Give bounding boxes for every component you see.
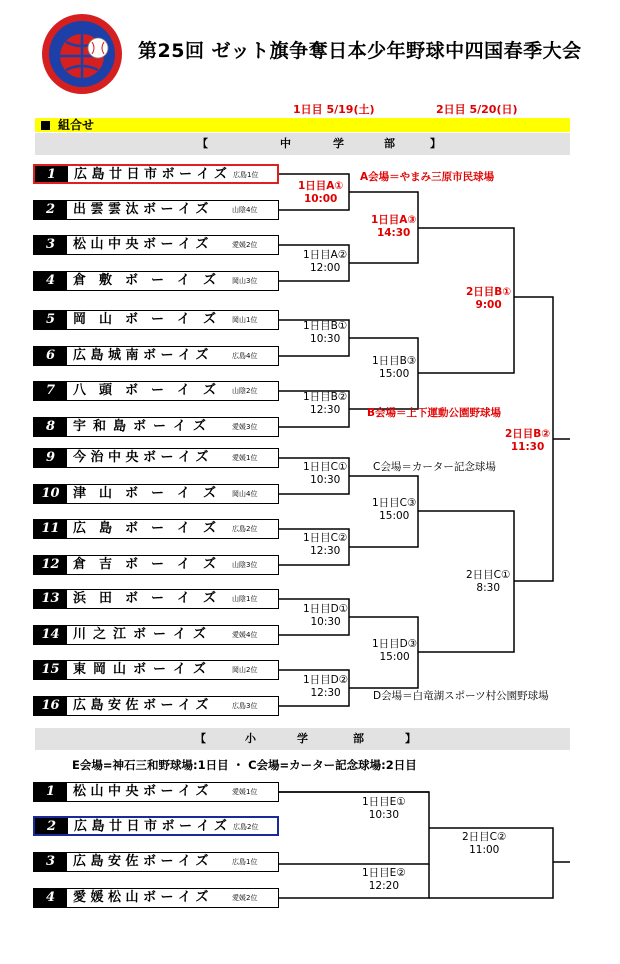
team-rank: 愛媛1位: [232, 788, 258, 796]
game-time: 14:30: [376, 227, 411, 239]
team-row-jh-1: [33, 164, 279, 184]
team-rank: 岡山2位: [232, 666, 258, 674]
team-row-jh-6: [33, 346, 279, 366]
team-row-jh-15: [33, 660, 279, 680]
game-id: 2日目B①: [466, 286, 512, 298]
game-id: 1日目A②: [303, 249, 348, 261]
game-id: 1日目B①: [303, 320, 348, 332]
team-number: 4: [34, 272, 67, 290]
team-number: 6: [34, 347, 67, 365]
team-row-el-4: [33, 888, 279, 908]
game-id: 2日目B②: [505, 428, 551, 440]
team-name: 広 島 ボ ー イ ズ: [73, 521, 217, 536]
team-row-jh-14: [33, 625, 279, 645]
venue-c-note: C会場＝カーター記念球場: [373, 461, 496, 473]
team-rank: 山陰4位: [232, 206, 258, 214]
game-label: [372, 497, 416, 523]
team-rank: 岡山3位: [232, 277, 258, 285]
venue-d-note: D会場＝白竜湖スポーツ村公園野球場: [373, 690, 549, 702]
team-number: 2: [35, 818, 68, 834]
game-label: [303, 391, 347, 417]
team-number: 12: [34, 556, 67, 574]
team-number: 11: [34, 520, 67, 538]
team-number: 14: [34, 626, 67, 644]
team-row-jh-4: [33, 271, 279, 291]
game-label: [303, 461, 347, 487]
team-name: 東岡山ボーイズ: [73, 662, 213, 677]
team-rank: 岡山4位: [232, 490, 258, 498]
game-id: 1日目D②: [303, 674, 349, 686]
team-rank: 山陰2位: [232, 387, 258, 395]
game-id: 1日目E②: [362, 867, 406, 879]
division-char-2: 学: [297, 732, 308, 745]
game-id: 2日目C①: [466, 569, 511, 581]
game-id: 1日目C②: [303, 532, 348, 544]
team-name: 広島城南ボーイズ: [73, 348, 213, 363]
team-row-el-3: [33, 852, 279, 872]
team-rank: 愛媛4位: [232, 631, 258, 639]
game-label: [303, 603, 348, 629]
team-name: 浜 田 ボ ー イ ズ: [73, 591, 217, 606]
game-time: 10:30: [310, 474, 341, 486]
division-char-3: 部: [353, 732, 364, 745]
game-label: [303, 249, 347, 275]
team-rank: 広島1位: [232, 858, 258, 866]
team-number: 1: [35, 166, 68, 182]
team-number: 13: [34, 590, 67, 608]
team-rank: 山陰3位: [232, 561, 258, 569]
game-time: 11:30: [510, 441, 545, 453]
game-id: 2日目C②: [462, 831, 507, 843]
game-id: 1日目A③: [371, 214, 417, 226]
team-rank: 岡山1位: [232, 316, 258, 324]
game-label: [303, 532, 347, 558]
team-row-jh-11: [33, 519, 279, 539]
game-label: [372, 355, 416, 381]
game-id: 1日目B③: [372, 355, 417, 367]
team-row-jh-9: [33, 448, 279, 468]
page-title: 第25回 ゼット旗争奪日本少年野球中四国春季大会: [138, 40, 582, 62]
venue-a-note: A会場＝やまみ三原市民球場: [360, 171, 495, 183]
game-time: 12:00: [310, 262, 341, 274]
game-time: 10:30: [310, 333, 341, 345]
division-char-3: 部: [384, 137, 395, 150]
game-time: 15:00: [379, 368, 410, 380]
team-row-jh-12: [33, 555, 279, 575]
team-rank: 広島2位: [233, 823, 259, 831]
team-number: 8: [34, 418, 67, 436]
section-label: 組合せ: [58, 118, 95, 132]
team-name: 津 山 ボ ー イ ズ: [73, 486, 217, 501]
game-id: 1日目B②: [303, 391, 348, 403]
team-row-jh-8: [33, 417, 279, 437]
game-id: 1日目A①: [298, 180, 344, 192]
team-row-jh-13: [33, 589, 279, 609]
team-rank: 愛媛2位: [232, 241, 258, 249]
team-number: 5: [34, 311, 67, 329]
team-number: 9: [34, 449, 67, 467]
game-id: 1日目C①: [303, 461, 348, 473]
team-number: 7: [34, 382, 67, 400]
team-number: 3: [34, 853, 67, 871]
game-id: 1日目D①: [303, 603, 349, 615]
team-name: 松山中央ボーイズ: [73, 237, 213, 252]
team-rank: 広島4位: [232, 352, 258, 360]
team-name: 倉 吉 ボ ー イ ズ: [73, 557, 217, 572]
team-rank: 愛媛1位: [232, 454, 258, 462]
team-rank: 愛媛2位: [232, 894, 258, 902]
elementary-schedule-note: E会場=神石三和野球場:1日目 ・ C会場=カーター記念球場:2日目: [72, 758, 417, 772]
game-label: [303, 320, 347, 346]
team-name: 八 頭 ボ ー イ ズ: [73, 383, 217, 398]
team-row-jh-16: [33, 696, 279, 716]
game-id: 1日目C③: [372, 497, 417, 509]
team-number: 10: [34, 485, 67, 503]
team-rank: 広島1位: [233, 171, 259, 179]
game-label: [298, 180, 343, 206]
bracket-open: 【: [195, 732, 206, 745]
game-time: 15:00: [379, 651, 410, 663]
team-name: 今治中央ボーイズ: [73, 450, 213, 465]
team-name: 岡 山 ボ ー イ ズ: [73, 312, 217, 327]
game-label: [505, 428, 550, 454]
team-name: 倉 敷 ボ ー イ ズ: [73, 273, 217, 288]
team-name: 広島廿日市ボーイズ: [74, 819, 232, 834]
team-number: 16: [34, 697, 67, 715]
game-label: [466, 569, 510, 595]
team-row-jh-3: [33, 235, 279, 255]
team-name: 川之江ボーイズ: [73, 627, 213, 642]
team-number: 15: [34, 661, 67, 679]
bracket-open: 【: [197, 137, 208, 150]
team-rank: 愛媛3位: [232, 423, 258, 431]
team-number: 2: [34, 201, 67, 219]
game-label: [362, 867, 406, 893]
game-label: [462, 831, 506, 857]
game-label: [362, 796, 406, 822]
team-rank: 広島3位: [232, 702, 258, 710]
game-time: 15:00: [379, 510, 410, 522]
team-number: 3: [34, 236, 67, 254]
team-rank: 広島2位: [232, 525, 258, 533]
team-row-jh-5: [33, 310, 279, 330]
game-time: 12:30: [310, 545, 341, 557]
team-row-jh-10: [33, 484, 279, 504]
game-time: 10:30: [310, 616, 341, 628]
division-char-2: 学: [333, 137, 344, 150]
game-time: 8:30: [476, 582, 501, 594]
game-time: 12:30: [310, 404, 341, 416]
team-name: 出雲雲汰ボーイズ: [73, 202, 213, 217]
team-row-el-2: [33, 816, 279, 836]
game-time: 10:00: [303, 193, 338, 205]
team-row-el-1: [33, 782, 279, 802]
game-time: 11:00: [469, 844, 500, 856]
team-number: 4: [34, 889, 67, 907]
division-char-1: 小: [245, 732, 256, 745]
team-rank: 山陰1位: [232, 595, 258, 603]
day1-label: 1日目 5/19(土): [293, 103, 375, 116]
team-name: 広島安佐ボーイズ: [73, 854, 213, 869]
game-time: 12:20: [368, 880, 399, 892]
game-time: 9:00: [475, 299, 502, 311]
team-name: 宇和島ボーイズ: [73, 419, 213, 434]
game-label: [466, 286, 511, 312]
game-time: 12:30: [310, 687, 341, 699]
day2-label: 2日目 5/20(日): [436, 103, 518, 116]
team-number: 1: [34, 783, 67, 801]
game-time: 10:30: [368, 809, 399, 821]
bracket-close: 】: [430, 137, 441, 150]
team-name: 松山中央ボーイズ: [73, 784, 213, 799]
team-row-jh-2: [33, 200, 279, 220]
elementary-header: [35, 728, 570, 750]
bracket-close: 】: [405, 732, 416, 745]
game-id: 1日目D③: [372, 638, 418, 650]
venue-b-note: B会場＝上下運動公園野球場: [367, 407, 502, 419]
team-row-jh-7: [33, 381, 279, 401]
team-name: 広島廿日市ボーイズ: [74, 167, 232, 182]
division-char-1: 中: [280, 137, 291, 150]
team-name: 広島安佐ボーイズ: [73, 698, 213, 713]
game-label: [372, 638, 417, 664]
team-name: 愛媛松山ボーイズ: [73, 890, 213, 905]
game-label: [303, 674, 348, 700]
game-label: [371, 214, 416, 240]
game-id: 1日目E①: [362, 796, 406, 808]
